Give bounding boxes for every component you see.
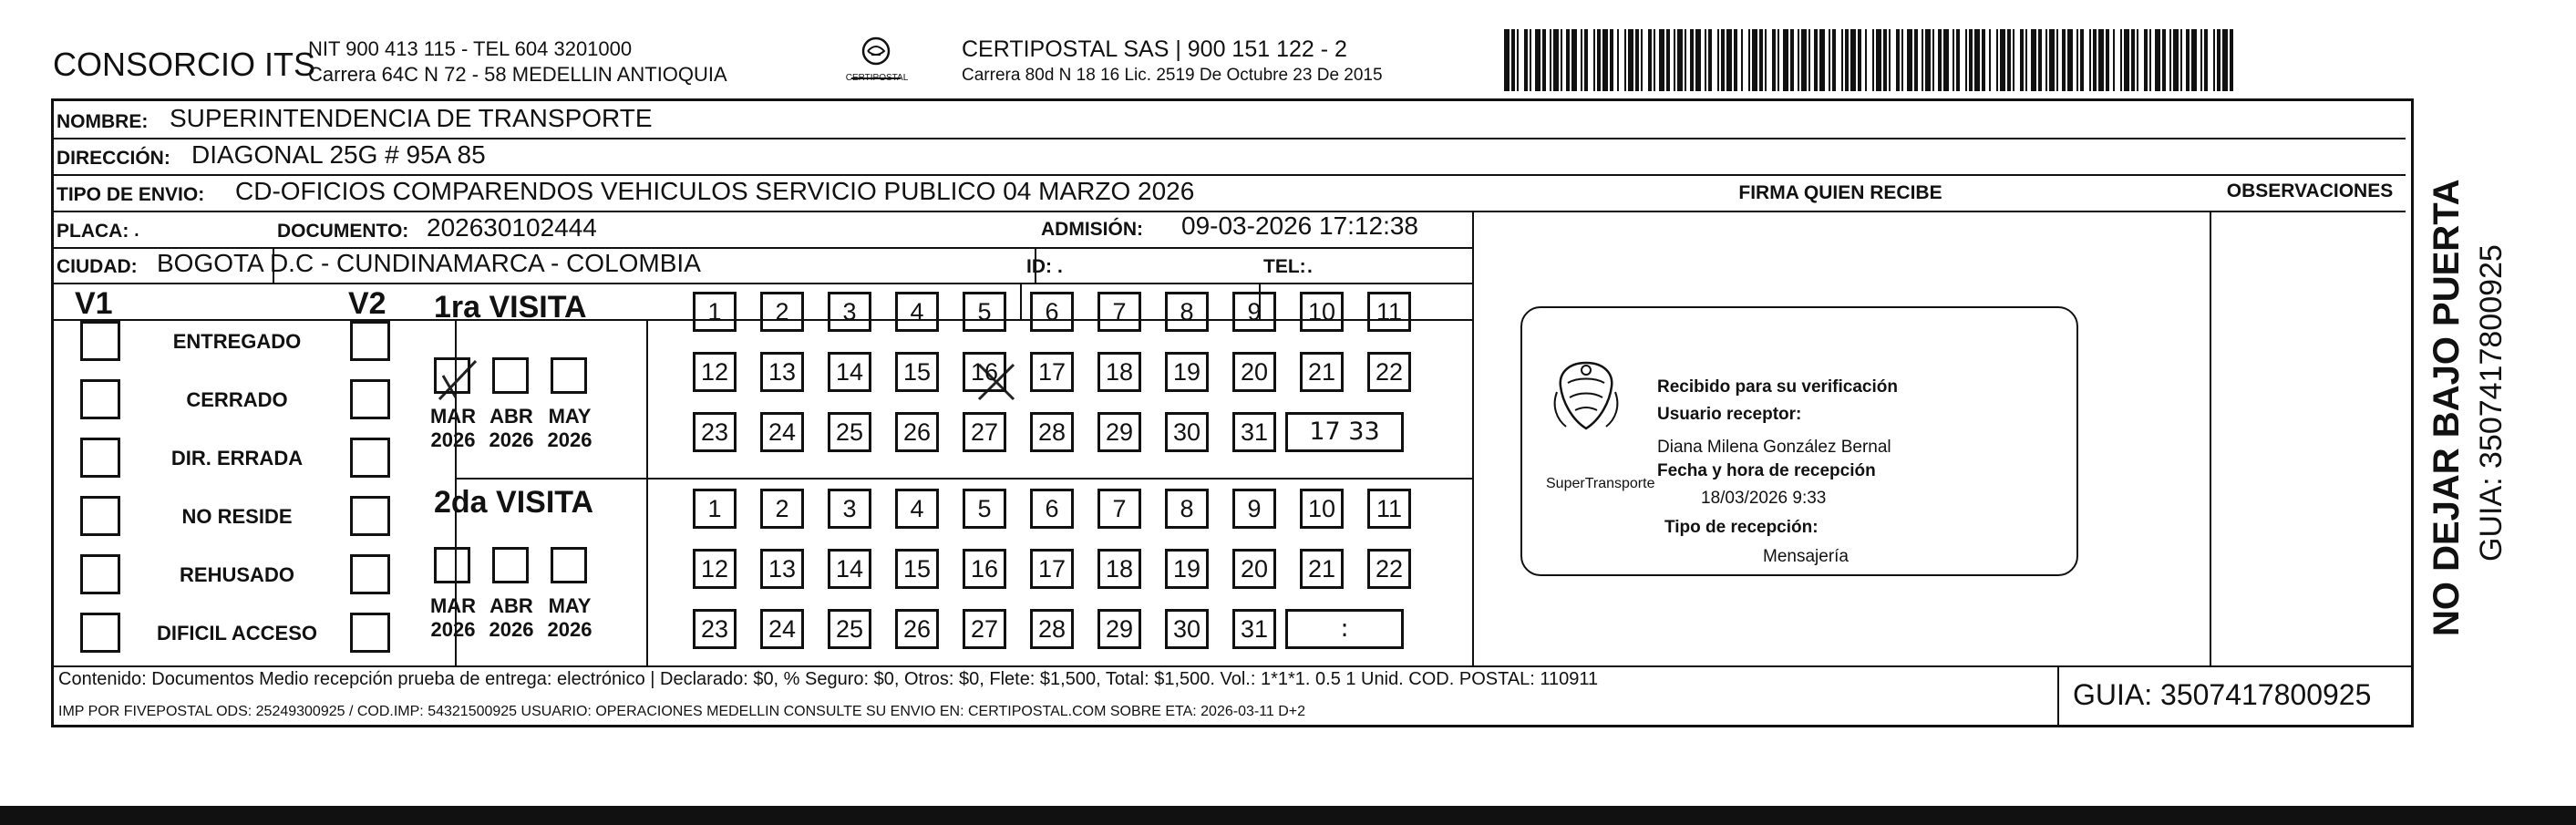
day-box: 16 <box>963 549 1006 589</box>
stamp-line2: Usuario receptor: <box>1657 405 1802 424</box>
day-box: 17 <box>1030 352 1074 392</box>
reason-label: ENTREGADO <box>172 330 302 353</box>
reason-label: REHUSADO <box>180 563 294 586</box>
footer-imp: IMP POR FIVEPOSTAL ODS: 25249300925 / COD.IMP: 54321500925 USUARIO: OPERACIONES MEDELLIN CONSULTE SU ENVIO EN: CERTIPOSTAL.COM SOBRE ETA: 2026-03-11 D+2 <box>58 704 1306 719</box>
day-box: 4 <box>895 489 939 529</box>
reason-label: DIFICIL ACCESO <box>156 622 317 645</box>
tipo-envio-label: TIPO DE ENVIO: <box>57 184 205 205</box>
day-box: 31 <box>1232 412 1276 452</box>
v1-checkbox <box>80 321 120 361</box>
no-dejar-bajo-puerta: NO DEJAR BAJO PUERTA <box>2427 179 2467 636</box>
day-box: 9 <box>1232 489 1276 529</box>
carrier-name: CERTIPOSTAL SAS | 900 151 122 - 2 <box>962 36 1347 62</box>
documento-label: DOCUMENTO: <box>277 221 409 242</box>
day-box: 29 <box>1097 412 1141 452</box>
second-visit-title: 2da VISITA <box>434 485 594 520</box>
stamp-line3: Diana Milena González Bernal <box>1657 438 1891 457</box>
month-year: 2026 <box>430 618 476 641</box>
day-box: 12 <box>693 352 737 392</box>
month-year: 2026 <box>489 618 534 641</box>
stamp-line1: Recibido para su verificación <box>1657 377 1898 397</box>
day-box: 8 <box>1165 489 1209 529</box>
v1-checkbox <box>80 379 120 419</box>
logo-caption: CERTIPOSTAL <box>845 73 909 83</box>
day-box: 3 <box>828 292 871 332</box>
day-box: 24 <box>760 412 804 452</box>
month-checkbox <box>551 547 587 583</box>
day-box: 28 <box>1030 412 1074 452</box>
day-box: 19 <box>1165 549 1209 589</box>
v2-checkbox <box>350 321 390 361</box>
time-box: : <box>1285 609 1404 649</box>
day-box: 6 <box>1030 489 1074 529</box>
day-box: 11 <box>1367 489 1411 529</box>
month-label: MAY <box>548 594 592 617</box>
nombre-value: SUPERINTENDENCIA DE TRANSPORTE <box>170 104 653 132</box>
month-checkbox <box>492 547 529 583</box>
day-box: 10 <box>1300 292 1344 332</box>
day-box: 25 <box>828 609 871 649</box>
day-box: 1 <box>693 292 737 332</box>
v1-checkbox <box>80 438 120 478</box>
day-box: 12 <box>693 549 737 589</box>
tel-value: . <box>1307 256 1313 277</box>
day-box: 29 <box>1097 609 1141 649</box>
id-label: ID: <box>1026 256 1052 277</box>
reason-label: CERRADO <box>186 388 288 411</box>
v2-checkbox <box>350 613 390 653</box>
day-box: 17 <box>1030 549 1074 589</box>
day-box: 20 <box>1232 352 1276 392</box>
day-box: 26 <box>895 609 939 649</box>
month-label: ABR <box>489 594 533 617</box>
day-box: 14 <box>828 352 871 392</box>
day-box: 20 <box>1232 549 1276 589</box>
reason-label: NO RESIDE <box>181 505 293 528</box>
day-box: 19 <box>1165 352 1209 392</box>
day-box: 26 <box>895 412 939 452</box>
company-name: CONSORCIO ITS <box>53 46 316 83</box>
stamp-line5: 18/03/2026 9:33 <box>1701 489 1827 508</box>
day-box: 3 <box>828 489 871 529</box>
stamp-line7: Mensajería <box>1763 547 1849 566</box>
month-checkbox <box>434 357 470 394</box>
day-box: 21 <box>1300 352 1344 392</box>
direccion-label: DIRECCIÓN: <box>57 148 170 169</box>
day-box: 16 <box>963 352 1006 392</box>
v1-checkbox <box>80 613 120 653</box>
side-guia: GUIA: 3507417800925 <box>2474 244 2509 562</box>
day-box: 4 <box>895 292 939 332</box>
day-box: 8 <box>1165 292 1209 332</box>
company-address: Carrera 64C N 72 - 58 MEDELLIN ANTIOQUIA <box>308 63 727 86</box>
admision-label: ADMISIÓN: <box>1041 219 1143 240</box>
day-box: 30 <box>1165 609 1209 649</box>
coat-of-arms-icon <box>1550 356 1623 456</box>
day-box: 9 <box>1232 292 1276 332</box>
day-box: 7 <box>1097 292 1141 332</box>
month-year: 2026 <box>547 618 592 641</box>
day-box: 10 <box>1300 489 1344 529</box>
carrier-address: Carrera 80d N 18 16 Lic. 2519 De Octubre 23 De 2015 <box>962 66 1383 85</box>
v2-checkbox <box>350 554 390 594</box>
id-value: . <box>1057 256 1063 277</box>
v1-checkbox <box>80 554 120 594</box>
day-box: 27 <box>963 412 1006 452</box>
day-box: 1 <box>693 489 737 529</box>
day-box: 21 <box>1300 549 1344 589</box>
first-visit-title: 1ra VISITA <box>434 290 587 325</box>
day-box: 23 <box>693 412 737 452</box>
day-box: 6 <box>1030 292 1074 332</box>
admision-value: 09-03-2026 17:12:38 <box>1181 211 1418 240</box>
v2-checkbox <box>350 496 390 536</box>
day-box: 24 <box>760 609 804 649</box>
day-box: 15 <box>895 549 939 589</box>
month-checkbox <box>551 357 587 394</box>
day-box: 5 <box>963 292 1006 332</box>
nombre-label: NOMBRE: <box>57 111 149 132</box>
placa-value: . <box>133 213 140 242</box>
footer-guia: GUIA: 3507417800925 <box>2073 678 2372 711</box>
observaciones-header: OBSERVACIONES <box>2226 180 2394 201</box>
day-box: 28 <box>1030 609 1074 649</box>
v1-label: V1 <box>75 286 113 321</box>
day-box: 30 <box>1165 412 1209 452</box>
time-box: 17 33 <box>1285 412 1404 452</box>
month-label: MAY <box>548 405 592 428</box>
barcode <box>1504 29 2233 91</box>
month-year: 2026 <box>430 428 476 451</box>
ciudad-label: CIUDAD: <box>57 256 138 277</box>
v1-checkbox <box>80 496 120 536</box>
ciudad-value: BOGOTA D.C - CUNDINAMARCA - COLOMBIA <box>157 249 701 277</box>
day-box: 13 <box>760 352 804 392</box>
day-box: 2 <box>760 292 804 332</box>
day-box: 18 <box>1097 549 1141 589</box>
month-checkbox <box>434 547 470 583</box>
day-box: 31 <box>1232 609 1276 649</box>
day-box: 23 <box>693 609 737 649</box>
stamp-line4: Fecha y hora de recepción <box>1657 461 1876 480</box>
day-box: 22 <box>1367 352 1411 392</box>
scan-edge-band <box>0 806 2576 825</box>
v2-checkbox <box>350 438 390 478</box>
documento-value: 202630102444 <box>427 213 597 242</box>
day-box: 7 <box>1097 489 1141 529</box>
day-box: 27 <box>963 609 1006 649</box>
v2-checkbox <box>350 379 390 419</box>
day-box: 25 <box>828 412 871 452</box>
day-box: 15 <box>895 352 939 392</box>
month-year: 2026 <box>547 428 592 451</box>
tipo-envio-value: CD-OFICIOS COMPARENDOS VEHICULOS SERVICIO PUBLICO 04 MARZO 2026 <box>235 177 1195 205</box>
seal-caption: SuperTransporte <box>1546 476 1655 491</box>
placa-label: PLACA: <box>57 221 129 242</box>
firma-header: FIRMA QUIEN RECIBE <box>1738 182 1942 203</box>
month-label: MAR <box>429 594 477 617</box>
day-box: 13 <box>760 549 804 589</box>
reason-label: DIR. ERRADA <box>170 447 304 469</box>
day-box: 22 <box>1367 549 1411 589</box>
day-box: 18 <box>1097 352 1141 392</box>
day-box: 14 <box>828 549 871 589</box>
day-box: 11 <box>1367 292 1411 332</box>
v2-label: V2 <box>348 286 386 321</box>
tel-label: TEL: <box>1263 256 1306 277</box>
day-box: 2 <box>760 489 804 529</box>
footer-contenido: Contenido: Documentos Medio recepción prueba de entrega: electrónico | Declarado: $0, % Seguro: $0, Otros: $0, Flete: $1,500, Total: $1,500. Vol.: 1*1*1. 0.5 1 Unid. COD. POSTAL: 110911 <box>58 669 1599 689</box>
barcode-bar <box>2230 29 2233 91</box>
day-box: 5 <box>963 489 1006 529</box>
stamp-line6: Tipo de recepción: <box>1664 518 1819 537</box>
company-nit-tel: NIT 900 413 115 - TEL 604 3201000 <box>308 37 633 60</box>
month-label: MAR <box>429 405 477 428</box>
direccion-value: DIAGONAL 25G # 95A 85 <box>191 140 486 169</box>
month-year: 2026 <box>489 428 534 451</box>
month-checkbox <box>492 357 529 394</box>
month-label: ABR <box>489 405 533 428</box>
